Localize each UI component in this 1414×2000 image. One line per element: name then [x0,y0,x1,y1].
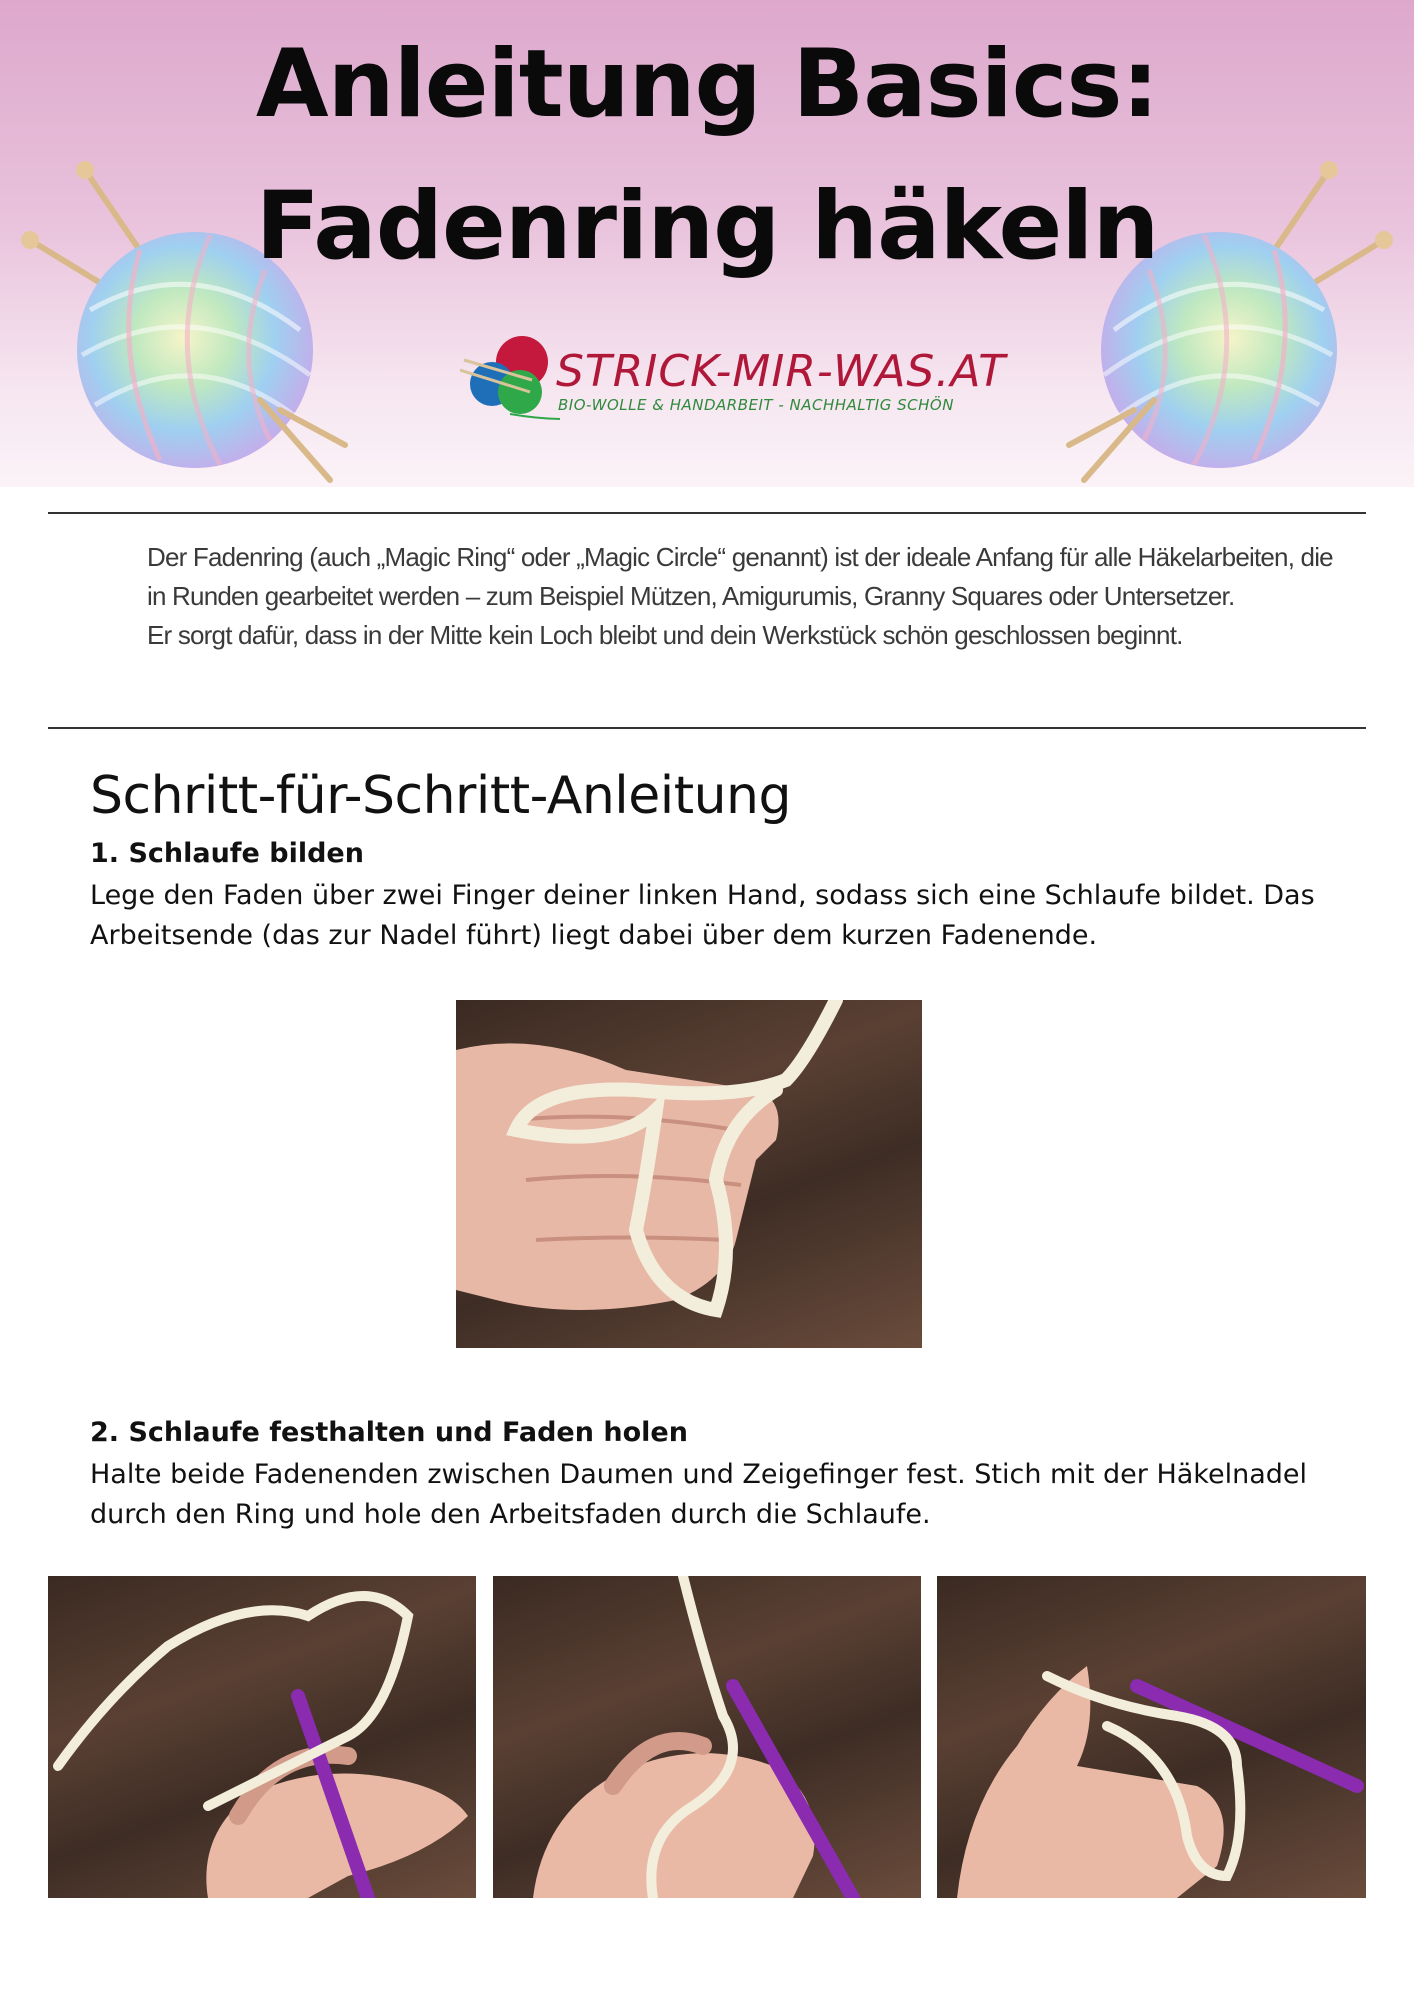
step-2-title: 2. Schlaufe festhalten und Faden holen [90,1417,688,1448]
step-1-text: Lege den Faden über zwei Finger deiner linken Hand, sodass sich eine Schlaufe bildet. Das Arbeitsende (das zur Nadel führt) liegt dabei über dem kurzen Fadenende. [90,880,1315,951]
intro-text [147,538,1347,655]
step-2-text: Halte beide Fadenenden zwischen Daumen und Zeigefinger fest. Stich mit der Häkelnadel durch den Ring und hole den Arbeitsfaden durch die Schlaufe. [90,1459,1307,1530]
pulling-yarn-through-loop-image [937,1576,1366,1898]
step-1-photo [456,1000,922,1348]
intro-paragraph-1: Der Fadenring (auch „Magic Ring“ oder „Magic Circle“ genannt) ist der ideale Anfang für alle Häkelarbeiten, die in Runden gearbeitet werden – zum Beispiel Mützen, Amigurumis, Granny Squares oder Untersetzer. [147,542,1333,611]
divider-bottom [48,727,1366,729]
logo-yarn-balls-icon [460,330,560,430]
step-2-photo-1 [48,1576,476,1898]
step-2-photo-3 [937,1576,1366,1898]
page-title-line-2: Fadenring häkeln [255,172,1159,281]
step-1-title: 1. Schlaufe bilden [90,838,364,869]
intro-paragraph-2: Er sorgt dafür, dass in der Mitte kein Loch bleibt und dein Werkstück schön geschlossen beginnt. [147,620,1183,650]
section-heading: Schritt-für-Schritt-Anleitung [90,766,792,826]
logo-name: STRICK-MIR-WAS.AT [556,346,1007,397]
divider-top [48,512,1366,514]
hand-holding-hook-image [48,1576,476,1898]
brand-logo [460,330,1007,430]
hook-through-ring-image [493,1576,921,1898]
step-2-photo-2 [493,1576,921,1898]
hand-with-yarn-loop-image [456,1000,922,1348]
header-banner [0,0,1414,487]
page-title-line-1: Anleitung Basics: [255,30,1159,139]
logo-tagline: BIO-WOLLE & HANDARBEIT - NACHHALTIG SCHÖN [558,396,954,414]
